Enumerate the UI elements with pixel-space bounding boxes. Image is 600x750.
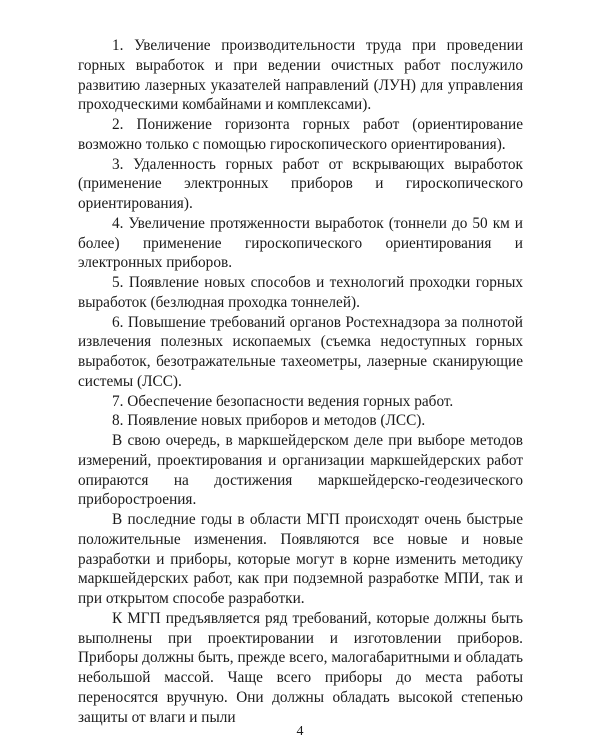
paragraph-2: 2. Понижение горизонта горных работ (ориентирование возможно только с помощью гироскопического ориентирования).: [78, 116, 523, 153]
paragraph-7: 7. Обеспечение безопасности ведения горных работ.: [112, 392, 454, 410]
paragraph-3: 3. Удаленность горных работ от вскрывающих выработок (применение электронных приборов и гироскопического ориентирования).: [78, 155, 523, 212]
paragraph-11: К МГП предъявляется ряд требований, которые должны быть выполнены при проектировании и изготовлении приборов. Приборы должны быть, прежде всего, малогабаритными и обладать небольшой массой. Чаще всего приборы до места работы переносятся вручную. Они должны обладать высокой степенью защиты от влаги и пыли: [78, 609, 523, 726]
paragraph-4: 4. Увеличение протяженности выработок (тоннели до 50 км и более) применение гироскопического ориентирования и электронных приборов.: [78, 214, 523, 272]
page-number: 4: [296, 724, 304, 739]
paragraph-5: 5. Появление новых способов и технологий проходки горных выработок (безлюдная проходка тоннелей).: [78, 274, 523, 311]
paragraph-10: В последние годы в области МГП происходят очень быстрые положительные изменения. Появляются все новые и новые разработки и приборы, которые могут в корне изменить методику маркшейдерских работ, как при подземной разработке МПИ, так и при открытом способе разработки.: [78, 511, 523, 607]
paragraph-9: В свою очередь, в маркшейдерском деле при выборе методов измерений, проектирования и организации маркшейдерских работ опираются на достижения маркшейдерско-геодезического приборостроения.: [78, 432, 523, 509]
paragraph-8: 8. Появление новых приборов и методов (ЛСС).: [112, 412, 426, 430]
body-text: [78, 36, 523, 727]
paragraph-1: 1. Увеличение производительности труда при проведении горных выработок и при ведении очистных работ послужило развитию лазерных указателей направлений (ЛУН) для управления проходческими комбайнами и комплексами).: [78, 37, 523, 114]
paragraph-6: 6. Повышение требований органов Ростехнадзора за полнотой извлечения полезных ископаемых (съемка недоступных горных выработок, безотражательные тахеометры, лазерные сканирующие системы (ЛСС).: [78, 313, 523, 390]
